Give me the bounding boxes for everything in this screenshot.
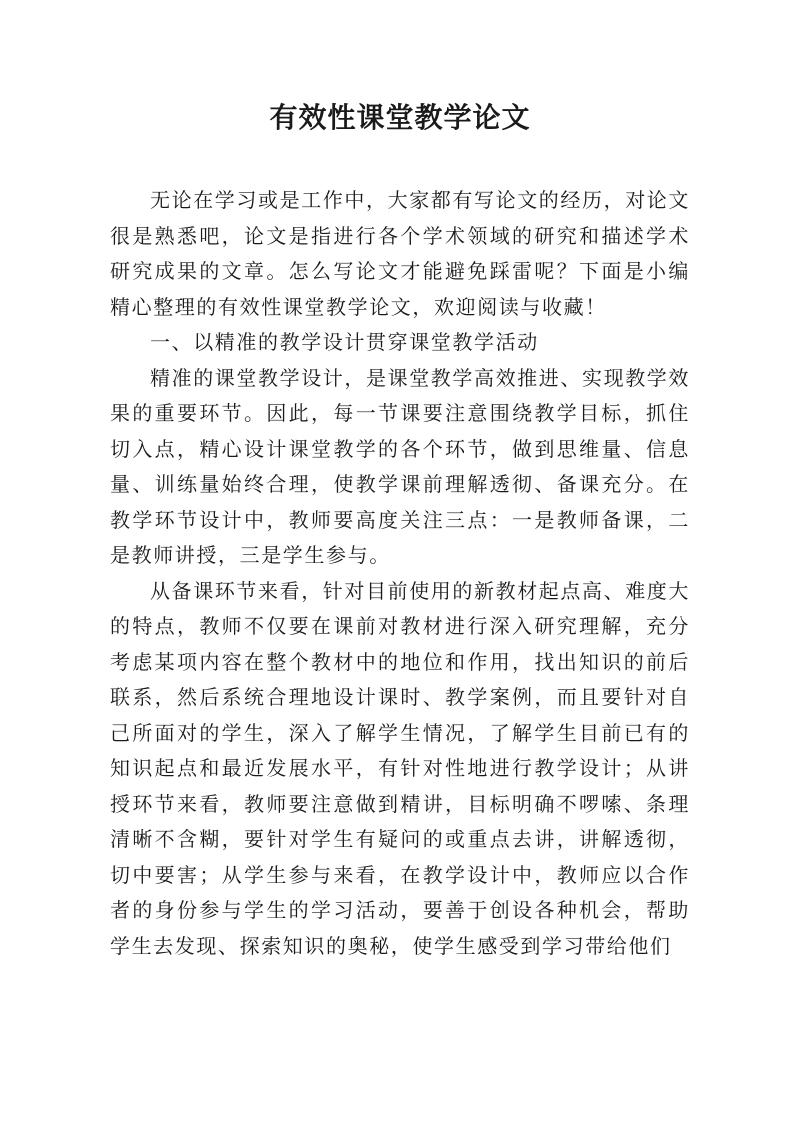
paragraph-stages: 从备课环节来看，针对目前使用的新教材起点高、难度大的特点，教师不仅要在课前对教材进行深入研究理解，充分考虑某项内容在整个教材中的地位和作用，找出知识的前后联系，然后系统合理地设计课时、教学案例，而且要针对自己所面对的学生，深入了解学生情况，了解学生目前已有的知识起点和最近发展水平，有针对性地进行教学设计；从讲授环节来看，教师要注意做到精讲，目标明确不啰嗦、条理清晰不含糊，要针对学生有疑问的或重点去讲，讲解透彻，切中要害；从学生参与来看，在教学设计中，教师应以合作者的身份参与学生的学习活动，要善于创设各种机会，帮助学生去发现、探索知识的奥秘，使学生感受到学习带给他们 [110, 578, 690, 958]
document-body [110, 183, 690, 964]
document-title: 有效性课堂教学论文 [269, 101, 531, 134]
section-heading-1: 一、以精准的教学设计贯穿课堂教学活动 [150, 330, 539, 354]
paragraph-design: 精准的课堂教学设计，是课堂教学高效推进、实现教学效果的重要环节。因此，每一节课要注意围绕教学目标，抓住切入点，精心设计课堂教学的各个环节，做到思维量、信息量、训练量始终合理，使教学课前理解透彻、备课充分。在教学环节设计中，教师要高度关注三点：一是教师备课，二是教师讲授，三是学生参与。 [110, 365, 690, 567]
paragraph-intro: 无论在学习或是工作中，大家都有写论文的经历，对论文很是熟悉吧，论文是指进行各个学术领域的研究和描述学术研究成果的文章。怎么写论文才能避免踩雷呢？下面是小编精心整理的有效性课堂教学论文，欢迎阅读与收藏！ [110, 188, 690, 319]
